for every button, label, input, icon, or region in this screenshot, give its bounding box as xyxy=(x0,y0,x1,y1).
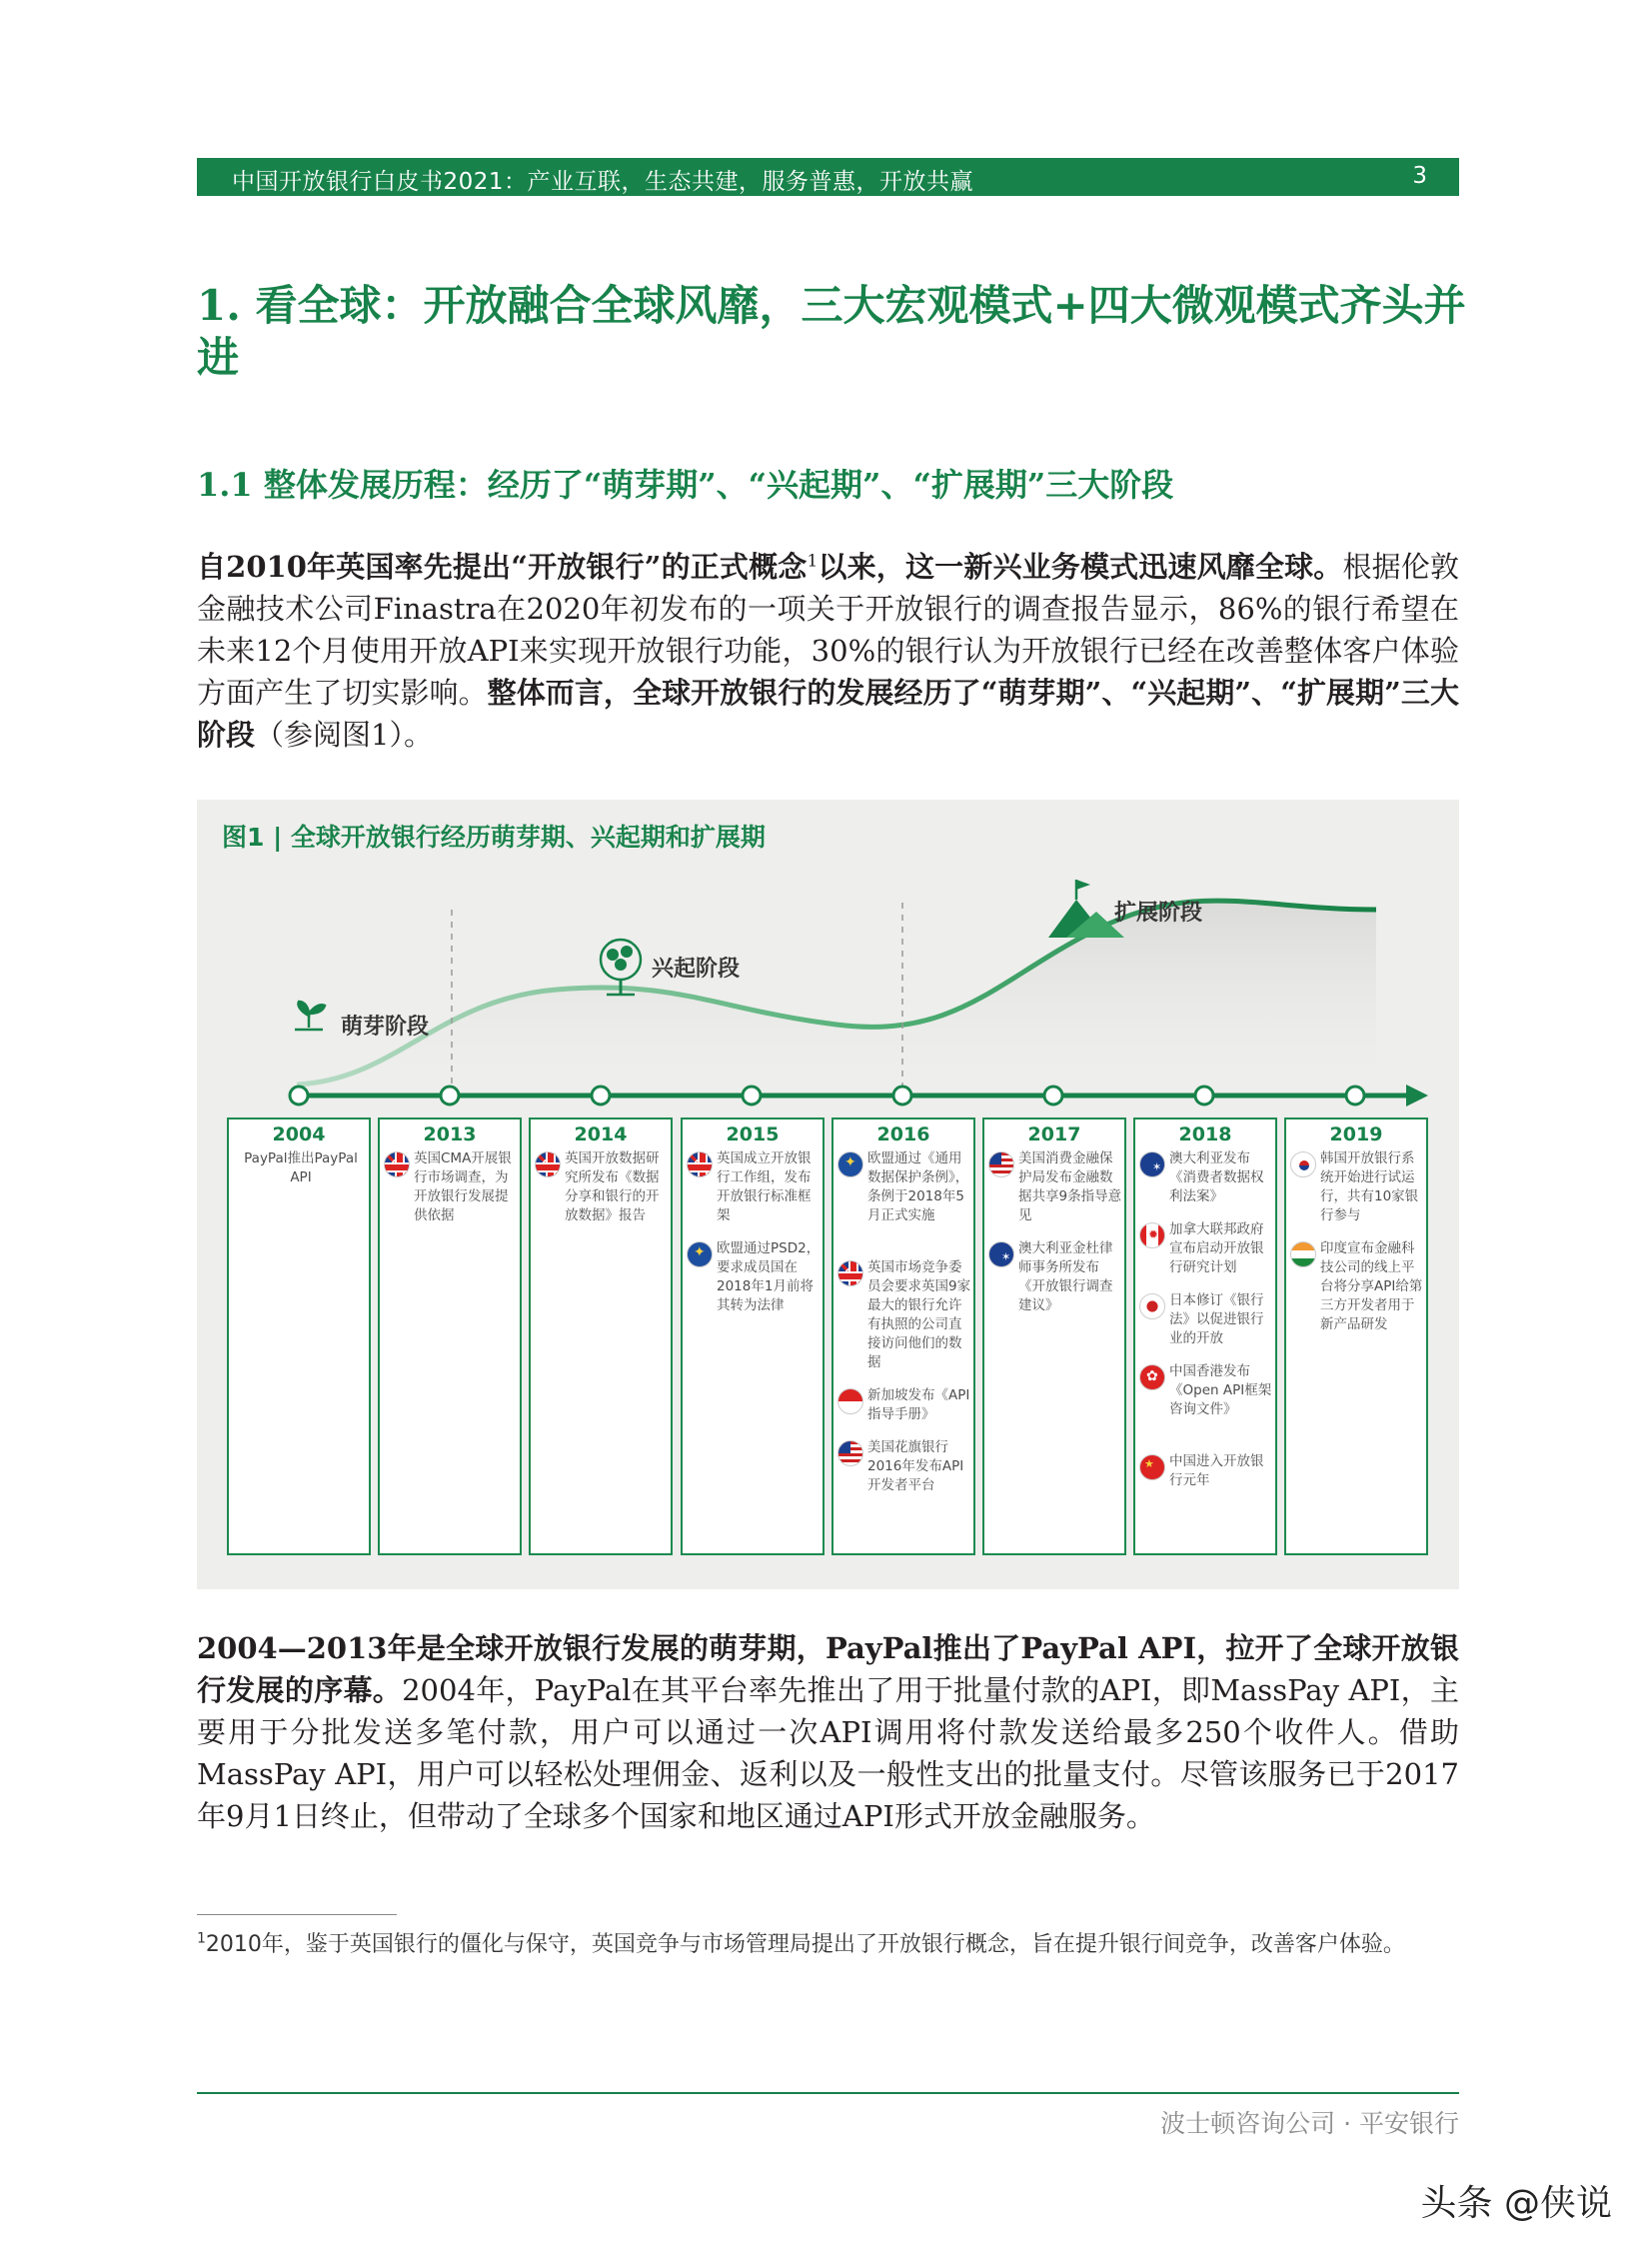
flag-uk-icon xyxy=(384,1151,410,1177)
flag-hk-icon xyxy=(1139,1364,1165,1390)
event-text: 中国香港发布《Open API框架咨询文件》 xyxy=(1169,1363,1272,1417)
timeline-event xyxy=(837,1258,973,1372)
event-text: 美国消费金融保护局发布金融数据共享9条指导意见 xyxy=(1018,1150,1122,1223)
event-text: PayPal推出PayPal API xyxy=(244,1150,358,1185)
timeline-event xyxy=(837,1149,973,1244)
flag-in-icon xyxy=(1290,1241,1316,1267)
footer-rule xyxy=(197,2092,1459,2094)
event-text: 英国CMA开展银行市场调查，为开放银行发展提供依据 xyxy=(414,1150,512,1223)
timeline-event xyxy=(384,1149,520,1225)
flag-eu-icon xyxy=(837,1151,863,1177)
timeline-node xyxy=(1346,1087,1364,1105)
flag-au-icon xyxy=(988,1241,1014,1267)
subsection-title: 1.1 整体发展历程：经历了“萌芽期”、“兴起期”、“扩展期”三大阶段 xyxy=(197,466,1174,504)
timeline-event xyxy=(837,1386,973,1424)
timeline-node xyxy=(592,1087,610,1105)
event-text: 美国花旗银行2016年发布API开发者平台 xyxy=(867,1439,964,1493)
timeline-event xyxy=(233,1149,369,1187)
flag-eu-icon xyxy=(687,1241,713,1267)
event-text: 英国开放数据研究所发布《数据分享和银行的开放数据》报告 xyxy=(565,1150,660,1223)
timeline-event xyxy=(1290,1149,1426,1225)
figure-1 xyxy=(197,800,1459,1589)
stage-label-expand: 扩展阶段 xyxy=(1114,901,1203,926)
timeline-event xyxy=(837,1438,973,1495)
timeline-column-2019 xyxy=(1284,1118,1428,1555)
timeline-node xyxy=(1044,1087,1062,1105)
timeline-event xyxy=(1139,1362,1275,1438)
flag-au-icon xyxy=(1139,1151,1165,1177)
footnote xyxy=(197,1929,1459,1961)
timeline-columns xyxy=(227,1118,1436,1555)
year-label: 2016 xyxy=(876,1123,930,1145)
flag-uk-icon xyxy=(687,1151,713,1177)
watermark: 头条 @侠说 xyxy=(1420,2183,1612,2224)
timeline-node xyxy=(743,1087,761,1105)
flag-uk-icon xyxy=(837,1260,863,1286)
timeline-column-2004 xyxy=(227,1118,371,1555)
curve-shadow xyxy=(297,901,1376,1100)
p2-body: 2004年，PayPal在其平台率先推出了用于批量付款的API，即MassPay API，主要用于分批发送多笔付款，用户可以通过一次API调用将付款发送给最多250个收件人。借助MassPay API，用户可以轻松处理佣金、返利以及一般性支出的批量支付。尽管该服务已于2017年9月1日终止，但带动了全球多个国家和地区通过API形式开放金融服务。 xyxy=(197,1673,1459,1833)
figure-title: 图1 | 全球开放银行经历萌芽期、兴起期和扩展期 xyxy=(222,823,766,852)
timeline-event xyxy=(1290,1239,1426,1334)
timeline-node xyxy=(1195,1087,1213,1105)
header-title: 中国开放银行白皮书2021：产业互联，生态共建，服务普惠，开放共赢 xyxy=(232,169,974,195)
year-label: 2015 xyxy=(726,1123,780,1145)
intro-bold-tail: 整体而言，全球开放银行的发展经历了“萌芽期”、“兴起期”、“扩展期”三大阶段 xyxy=(197,676,1459,752)
stage-label-rise: 兴起阶段 xyxy=(652,957,741,982)
p2-bold-lead: 2004—2013年是全球开放银行发展的萌芽期，PayPal推出了PayPal API，拉开了全球开放银行发展的序幕。 xyxy=(197,1631,1459,1707)
timeline-column-2016 xyxy=(831,1118,975,1555)
stage-label-sprout: 萌芽阶段 xyxy=(341,1015,430,1040)
flag-jp-icon xyxy=(1139,1293,1165,1319)
timeline-event xyxy=(1139,1149,1275,1206)
page-number: 3 xyxy=(1412,163,1427,189)
flag-kr-icon xyxy=(1290,1151,1316,1177)
flag-uk-icon xyxy=(535,1151,561,1177)
event-text: 澳大利亚发布《消费者数据权利法案》 xyxy=(1169,1150,1264,1204)
timeline-node xyxy=(893,1087,911,1105)
event-text: 英国成立开放银行工作组，发布开放银行标准框架 xyxy=(717,1150,812,1223)
event-text: 中国进入开放银行元年 xyxy=(1169,1453,1264,1488)
timeline-column-2013 xyxy=(378,1118,522,1555)
timeline-event xyxy=(687,1149,823,1225)
year-label: 2013 xyxy=(423,1123,477,1145)
timeline-column-2017 xyxy=(982,1118,1126,1555)
year-label: 2004 xyxy=(272,1123,326,1145)
event-text: 英国市场竞争委员会要求英国9家最大的银行允许有执照的公司直接访问他们的数据 xyxy=(867,1259,971,1370)
event-text: 韩国开放银行系统开始进行试运行，共有10家银行参与 xyxy=(1320,1150,1419,1223)
flag-us-icon xyxy=(837,1440,863,1466)
footnote-number: 1 xyxy=(197,1930,206,1947)
intro-body: 根据伦敦金融技术公司Finastra在2020年初发布的一项关于开放银行的调查报告显示，86%的银行希望在未来12个月使用开放API来实现开放银行功能，30%的银行认为开放银行已经在改善整体客户体验方面产生了切实影响。 xyxy=(197,550,1459,710)
footer-org: 波士顿咨询公司 · 平安银行 xyxy=(1160,2109,1459,2138)
year-label: 2019 xyxy=(1329,1123,1383,1145)
footnote-text: 2010年，鉴于英国银行的僵化与保守，英国竞争与市场管理局提出了开放银行概念，旨在提升银行间竞争，改善客户体验。 xyxy=(205,1932,1405,1957)
flag-cn-icon xyxy=(1139,1454,1165,1480)
timeline-event xyxy=(1139,1452,1275,1490)
timeline-event xyxy=(535,1149,671,1225)
timeline-event xyxy=(988,1149,1124,1225)
flag-ca-icon xyxy=(1139,1222,1165,1248)
timeline-column-2015 xyxy=(681,1118,825,1555)
event-text: 新加坡发布《API指导手册》 xyxy=(867,1387,970,1422)
timeline-arrow xyxy=(1406,1085,1428,1107)
footnote-rule xyxy=(197,1914,397,1915)
paragraph-intro xyxy=(197,546,1459,756)
timeline-node xyxy=(290,1087,308,1105)
timeline-event xyxy=(1139,1291,1275,1348)
footnote-ref[interactable]: 1 xyxy=(807,551,819,572)
event-text: 印度宣布金融科技公司的线上平台将分享API给第三方开发者用于新产品研发 xyxy=(1320,1240,1423,1332)
intro-bold-lead-b: 以来，这一新兴业务模式迅速风靡全球。 xyxy=(818,550,1343,584)
timeline-event xyxy=(988,1239,1124,1315)
section-title: 1. 看全球：开放融合全球风靡，三大宏观模式+四大微观模式齐头并进 xyxy=(197,281,1466,382)
timeline-column-2014 xyxy=(529,1118,673,1555)
event-text: 欧盟通过PSD2，要求成员国在2018年1月前将其转为法律 xyxy=(717,1240,821,1313)
year-label: 2017 xyxy=(1027,1123,1081,1145)
intro-bold-lead-a: 自2010年英国率先提出“开放银行”的正式概念 xyxy=(197,550,808,584)
intro-tail: （参阅图1）。 xyxy=(255,718,433,752)
timeline-event xyxy=(687,1239,823,1334)
flag-sg-icon xyxy=(837,1388,863,1414)
flag-us-icon xyxy=(988,1151,1014,1177)
page-header-band xyxy=(197,158,1459,196)
timeline-event xyxy=(1139,1220,1275,1277)
event-text: 欧盟通过《通用数据保护条例》，条例于2018年5月正式实施 xyxy=(867,1150,969,1223)
timeline-column-2018 xyxy=(1133,1118,1277,1555)
event-text: 加拿大联邦政府宣布启动开放银行研究计划 xyxy=(1169,1221,1264,1275)
event-text: 澳大利亚金杜律师事务所发布《开放银行调查建议》 xyxy=(1018,1240,1113,1313)
event-text: 日本修订《银行法》以促进银行业的开放 xyxy=(1169,1292,1264,1346)
year-label: 2014 xyxy=(574,1123,628,1145)
paragraph-sprout-period xyxy=(197,1627,1459,1837)
year-label: 2018 xyxy=(1178,1123,1232,1145)
sprout-icon xyxy=(295,1002,325,1030)
mountain-flag-icon xyxy=(1048,880,1124,938)
timeline-node xyxy=(441,1087,459,1105)
